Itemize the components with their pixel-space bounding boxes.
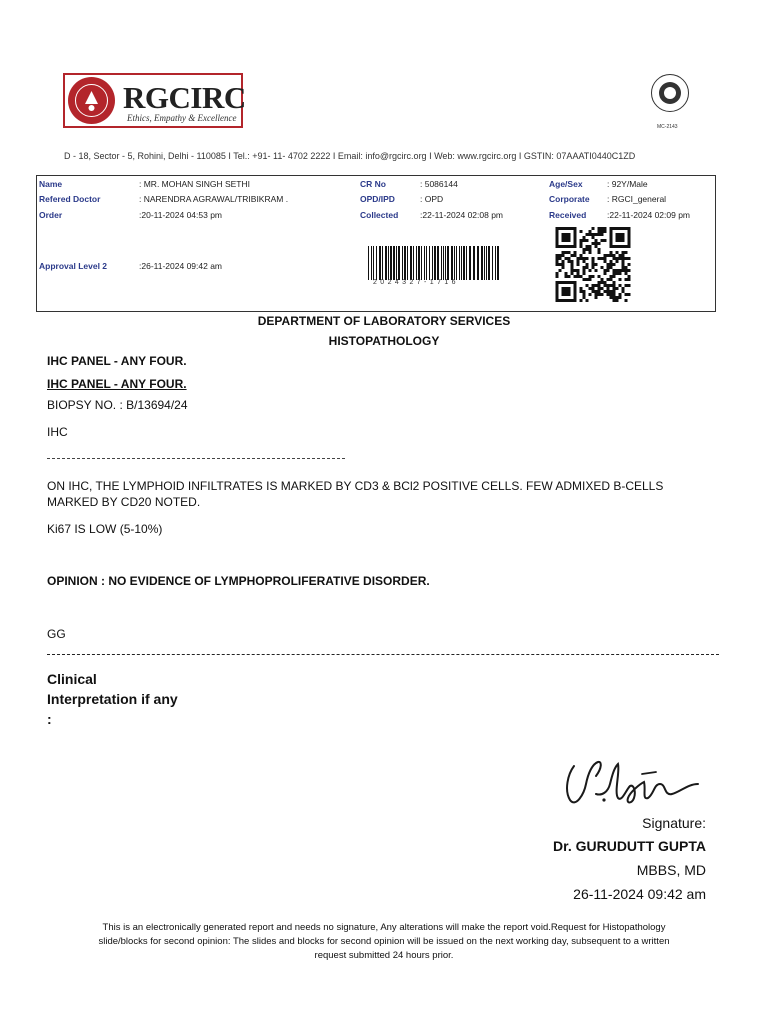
section-title: HISTOPATHOLOGY (328, 334, 440, 348)
test-title: IHC PANEL - ANY FOUR. (47, 354, 187, 368)
handwritten-signature-icon (556, 754, 706, 814)
barcode-number: 2024327-1716 (373, 279, 459, 286)
test-title-underlined: IHC PANEL - ANY FOUR. (47, 377, 187, 391)
collected-date: :22-11-2024 02:08 pm (420, 210, 504, 220)
corporate-label: Corporate (549, 194, 590, 204)
hospital-logo (63, 73, 246, 128)
seal-icon (68, 77, 115, 124)
barcode-icon (368, 246, 502, 280)
cr-label: CR No (360, 179, 386, 189)
cert-code: MC-2143 (657, 124, 678, 130)
qr-code-icon (554, 227, 632, 302)
received-label: Received (549, 210, 587, 220)
findings: ON IHC, THE LYMPHOID INFILTRATES IS MARKED BY CD3 & BCl2 POSITIVE CELLS. FEW ADMIXED B-CELLS MARKED BY CD20 NOTED. (47, 479, 664, 509)
footer-line-2: slide/blocks for second opinion: The slides and blocks for second opinion will be issued on the next working day, subsequent to a written (98, 936, 670, 947)
clinical-line-2: Interpretation if any (47, 691, 178, 707)
clinical-interpretation (47, 669, 178, 729)
logo-tagline: Ethics, Empathy & Excellence (127, 113, 237, 123)
patient-info-box (36, 175, 716, 312)
approval-date: :26-11-2024 09:42 am (139, 261, 223, 271)
order-date: :20-11-2024 04:53 pm (139, 210, 223, 220)
name-label: Name (39, 179, 63, 189)
corporate-value: : RGCI_general (607, 194, 667, 204)
order-label: Order (39, 210, 63, 220)
signature-datetime: 26-11-2024 09:42 am (573, 886, 706, 902)
received-date: :22-11-2024 02:09 pm (607, 210, 691, 220)
clinical-line-3: : (47, 711, 52, 727)
approval-label: Approval Level 2 (39, 261, 108, 271)
collected-label: Collected (360, 210, 399, 220)
opd-value: : OPD (420, 194, 444, 204)
signing-doctor: Dr. GURUDUTT GUPTA (553, 838, 706, 854)
method: IHC (47, 425, 68, 439)
doctor-degree: MBBS, MD (636, 862, 706, 878)
ki67-result: Ki67 IS LOW (5-10%) (47, 522, 163, 536)
age-label: Age/Sex (549, 179, 583, 189)
referring-doctor: : NARENDRA AGRAWAL/TRIBIKRAM . (139, 194, 289, 204)
footer-line-1: This is an electronically generated report and needs no signature, Any alterations will make the report void.Request for Histopathology (102, 922, 666, 933)
logo-text: RGCIRC (123, 80, 246, 115)
opinion: OPINION : NO EVIDENCE OF LYMPHOPROLIFERATIVE DISORDER. (47, 574, 430, 588)
department-title: DEPARTMENT OF LABORATORY SERVICES (257, 314, 511, 328)
footer-line-3: request submitted 24 hours prior. (314, 950, 454, 961)
separator-line (47, 458, 345, 459)
divider-line (47, 654, 719, 655)
signature-label: Signature: (642, 815, 706, 831)
cr-number: : 5086144 (420, 179, 458, 189)
biopsy-number: BIOPSY NO. : B/13694/24 (47, 398, 188, 412)
initials: GG (47, 627, 66, 641)
age-sex: : 92Y/Male (607, 179, 648, 189)
doctor-label: Refered Doctor (39, 194, 101, 204)
opd-label: OPD/IPD (360, 194, 395, 204)
certification-mark-icon (649, 74, 693, 134)
footer-disclaimer (40, 921, 728, 963)
patient-name: : MR. MOHAN SINGH SETHI (139, 179, 250, 189)
clinical-line-1: Clinical (47, 671, 97, 687)
hospital-address: D - 18, Sector - 5, Rohini, Delhi - 110085 I Tel.: +91- 11- 4702 2222 I Email: info@rgcirc.org I Web: www.rgcirc.org I GSTIN: 07AAATI0440C1ZD (64, 151, 636, 161)
